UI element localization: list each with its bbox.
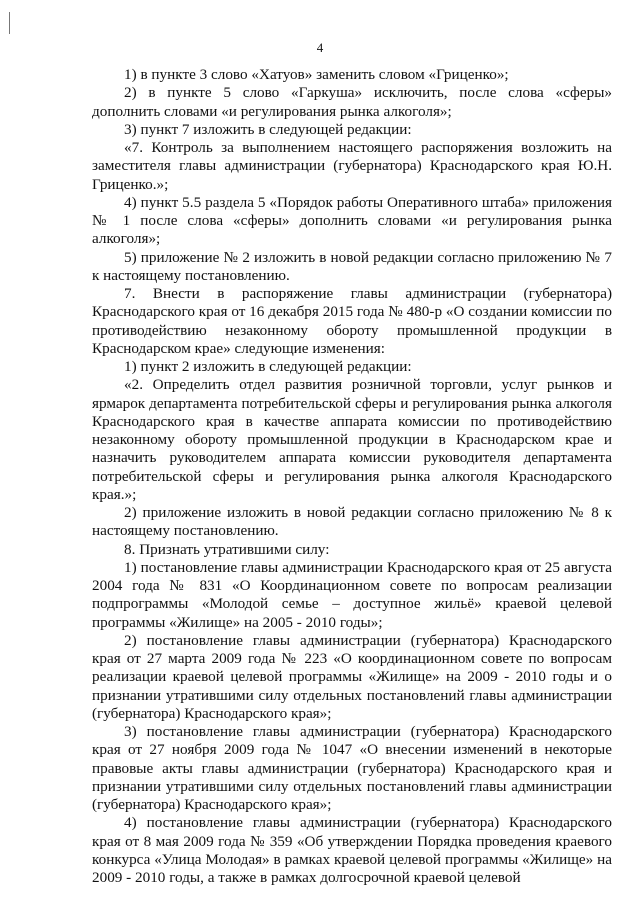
paragraph: 3) пункт 7 изложить в следующей редакции: <box>124 120 412 138</box>
paragraph: 5) приложение № 2 изложить в новой редакции согласно приложению № 7 к настоящему постановлению. <box>92 248 612 284</box>
paragraph: 1) пункт 2 изложить в следующей редакции: <box>124 358 412 375</box>
paragraph: «2. Определить отдел развития розничной торговли, услуг рынков и ярмарок департамента потребительской сферы и регулирования рынка алкоголя Краснодарского края в качестве аппарата комиссии по противодействию незаконному обороту промышленной продукции в Краснодарском крае и назначить руководителем аппарата комиссии руководителя департамента потребительской сферы и регулирования рынка алкоголя Краснодарского края.»; <box>92 376 612 503</box>
paragraph: 7. Внести в распоряжение главы администрации (губернатора) Краснодарского края от 16 декабря 2015 года № 480-р «О создании комиссии по противодействию незаконному обороту промышленной продукции в Краснодарском крае» следующие изменения: <box>92 285 612 357</box>
paragraph: 3) постановление главы администрации (губернатора) Краснодарского края от 27 ноября 2009 года № 1047 «О внесении изменений в некоторые правовые акты главы администрации (губернатора) Краснодарского края и признании утратившими силу отдельных постановлений главы администрации (губернатора) Краснодарского края»; <box>92 723 612 813</box>
scan-edge-mark <box>9 12 10 34</box>
paragraph: 2) в пункте 5 слово «Гаркуша» исключить, после слова «сферы» дополнить словами «и регулирования рынка алкоголя»; <box>92 84 612 120</box>
paragraph: 2) постановление главы администрации (губернатора) Краснодарского края от 27 марта 2009 года № 223 «О координационном совете по вопросам реализации краевой целевой программы «Жилище» на 2009 - 2010 годы и о признании утратившими силу отдельных постановлений главы администрации (губернатора) Краснодарского края»; <box>92 631 612 722</box>
paragraph: «7. Контроль за выполнением настоящего распоряжения возложить на заместителя главы администрации (губернатора) Краснодарского края Ю.Н. Гриценко.»; <box>92 139 612 193</box>
page-number: 4 <box>316 40 324 55</box>
document-body <box>92 66 612 887</box>
paragraph: 2) приложение изложить в новой редакции согласно приложению № 8 к настоящему постановлению. <box>92 504 612 540</box>
paragraph: 4) пункт 5.5 раздела 5 «Порядок работы Оперативного штаба» приложения № 1 после слова «сферы» дополнить словами «и регулирования рынка алкоголя»; <box>92 193 612 248</box>
paragraph: 1) в пункте 3 слово «Хатуов» заменить словом «Гриценко»; <box>124 66 509 83</box>
paragraph: 1) постановление главы администрации Краснодарского края от 25 августа 2004 года № 831 «О Координационном совете по вопросам реализации подпрограммы «Молодой семье – доступное жильё» краевой целевой программы «Жилище» на 2005 - 2010 годы»; <box>92 558 612 631</box>
paragraph: 8. Признать утратившими силу: <box>124 540 330 558</box>
paragraph: 4) постановление главы администрации (губернатора) Краснодарского края от 8 мая 2009 года № 359 «Об утверждении Порядка проведения краевого конкурса «Улица Молодая» в рамках краевой целевой программы «Жилище» на 2009 - 2010 годы, а также в рамках долгосрочной краевой целевой <box>92 814 612 886</box>
